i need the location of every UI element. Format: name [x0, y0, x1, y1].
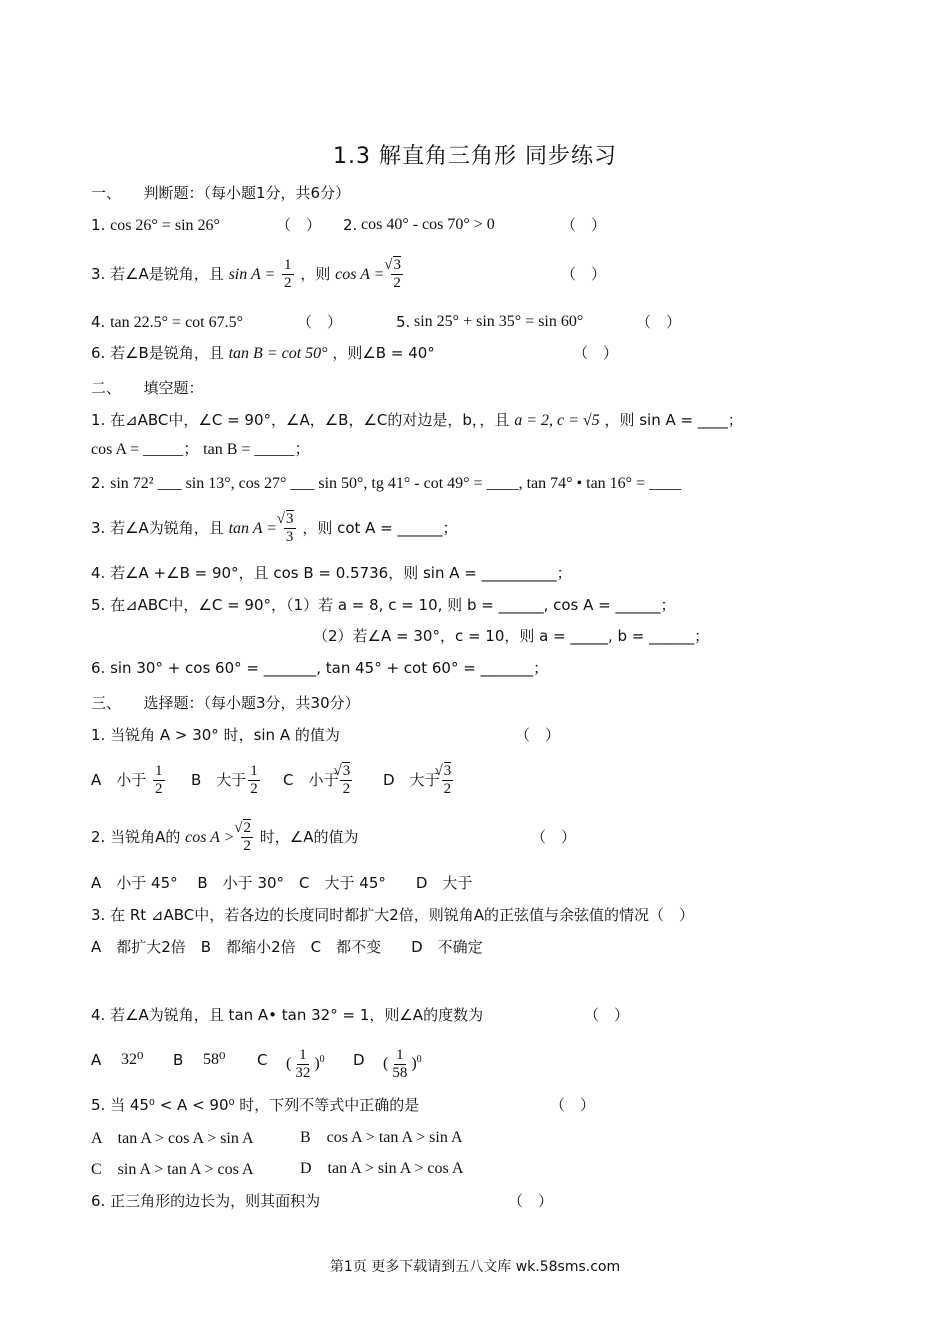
- choice-q5-opt-b: B cos A > tan A > sin A: [300, 1129, 463, 1146]
- fill-q5-row-b: （2）若∠A = 30°，c = 10，则 a = _____, b = ______；: [313, 627, 710, 645]
- judge-q3-cosA: cos A =: [335, 266, 385, 283]
- choice-q2-cosA: cos A >: [185, 829, 235, 846]
- judge-q3-frac-half: $\frac{1}{2}$: [284, 257, 292, 291]
- choice-q4-paren: （ ）: [584, 1006, 630, 1024]
- choice-q4-options: [91, 1038, 890, 1082]
- judge-q3-sinA: sin A =: [228, 266, 276, 283]
- fill-q2-row: [91, 472, 890, 495]
- fill-q3-post: ，则 cot A = ______；: [302, 519, 458, 537]
- judge-q3-row: [91, 254, 890, 294]
- choice-q1-opt-a-frac: $\frac{1}{2}$: [155, 763, 163, 797]
- choice-q2-paren: （ ）: [531, 828, 577, 846]
- judge-q5-expr: sin 25° + sin 35° = sin 60°: [414, 313, 584, 330]
- judge-q3-pre: 3. 若∠A是锐角，且: [91, 265, 224, 283]
- judge-q1-paren: （ ）: [276, 216, 322, 234]
- choice-q5-paren: （ ）: [550, 1096, 596, 1114]
- fill-q6-row: 6. sin 30° + cos 60° = _______, tan 45° + cot 60° = _______；: [91, 659, 549, 677]
- judge-q1-row: [91, 214, 890, 237]
- judge-q1-expr: cos 26° = sin 26°: [110, 217, 220, 234]
- section-heading-fill: 二、 填空题：: [91, 379, 204, 397]
- choice-q1-options: [91, 758, 890, 802]
- choice-q2-frac: √ $\frac{2}{2}$: [241, 820, 253, 855]
- judge-q1-label: 1.: [91, 216, 106, 234]
- judge-q2-label: 2.: [343, 216, 358, 234]
- judge-q4-expr: tan 22.5° = cot 67.5°: [110, 314, 244, 331]
- choice-q1-opt-c: C 小于 √ $\frac{3}{2}$: [283, 758, 354, 802]
- fill-q1-then: ，则 sin A = ____；: [604, 411, 743, 429]
- judge-q6-row: [91, 342, 890, 365]
- choice-q4-row: [91, 1004, 890, 1026]
- choice-q5-opt-c: C sin A > tan A > cos A: [91, 1161, 254, 1178]
- choice-q4-opt-c-value: ( $\frac{1}{32}$ )$^0$: [286, 1046, 325, 1081]
- choice-q1-row: [91, 724, 890, 746]
- choice-q4-opt-a-label: A: [91, 1051, 102, 1069]
- page-footer: 第1页 更多下载请到五八文库 wk.58sms.com: [329, 1259, 621, 1275]
- fill-q3-tanA: tan A =: [228, 520, 278, 537]
- choice-q1-opt-a: A 小于: [91, 771, 147, 789]
- fill-q2-label: 2.: [91, 474, 106, 492]
- choice-q4-opt-d-value: ( $\frac{1}{58}$ )$^0$: [383, 1046, 422, 1081]
- judge-q6-pre: 6. 若∠B是锐角，且: [91, 344, 224, 362]
- choice-q4-opt-d-label: D: [353, 1051, 365, 1069]
- judge-q2-expr: cos 40° - cos 70° > 0: [361, 216, 495, 233]
- choice-q3-row: 3. 在 Rt ⊿ABC中，若各边的长度同时都扩大2倍，则锐角A的正弦值与余弦值的情况（ ）: [91, 906, 695, 924]
- section-heading-choice: 三、 选择题：（每小题3分，共30分）: [91, 694, 360, 712]
- judge-q6-expr: tan B = cot 50°: [228, 345, 328, 362]
- choice-q4-opt-c-label: C: [257, 1051, 268, 1069]
- judge-q3-mid: ，则: [300, 265, 331, 283]
- judge-q4-row: [91, 311, 890, 334]
- fill-q3-frac: √ $\frac{3}{3}$: [284, 511, 296, 546]
- judge-q4-paren: （ ）: [297, 313, 343, 331]
- choice-q4-opt-a-value: 32⁰: [121, 1051, 144, 1068]
- choice-q4-opt-b-label: B: [173, 1051, 184, 1069]
- judge-q4-label: 4.: [91, 313, 106, 331]
- choice-q1-paren: （ ）: [515, 726, 561, 744]
- choice-q5-opt-a: A tan A > cos A > sin A: [91, 1130, 254, 1147]
- choice-q4-opt-b-value: 58⁰: [203, 1051, 226, 1068]
- choice-q2-options: A 小于 45° B 小于 30° C 大于 45° D 大于: [91, 874, 473, 892]
- fill-q1-row: [91, 409, 890, 432]
- fill-q3-row: [91, 508, 890, 548]
- judge-q5-label: 5.: [396, 313, 411, 331]
- choice-q6-text: 6. 正三角形的边长为，则其面积为: [91, 1192, 321, 1210]
- fill-q1-line2: cos A = _____； tan B = _____；: [91, 441, 311, 458]
- fill-q1-text: 1. 在⊿ABC中，∠C = 90°，∠A，∠B，∠C的对边是，b，，且: [91, 411, 510, 429]
- choice-q6-paren: （ ）: [508, 1192, 554, 1210]
- choice-q5-options-row2: [91, 1158, 890, 1181]
- judge-q3-frac-root3: √ $\frac{3}{2}$: [391, 257, 403, 292]
- judge-q6-post: ，则∠B = 40°: [332, 344, 435, 362]
- choice-q1-opt-b: B 大于 $\frac{1}{2}$: [191, 763, 258, 797]
- fill-q4-row: 4. 若∠A +∠B = 90°，且 cos B = 0.5736，则 sin A = __________；: [91, 564, 572, 582]
- choice-q5-row: [91, 1094, 890, 1116]
- fill-q5-row-a: 5. 在⊿ABC中，∠C = 90°，（1）若 a = 8, c = 10, 则 b = ______, cos A = ______；: [91, 596, 676, 614]
- choice-q5-opt-d: D tan A > sin A > cos A: [300, 1160, 464, 1177]
- section-heading-judge: 一、 判断题：（每小题1分，共6分）: [91, 184, 351, 202]
- page-title: 1.3 解直角三角形 同步练习: [333, 144, 617, 169]
- choice-q4-text: 4. 若∠A为锐角，且 tan A• tan 32° = 1，则∠A的度数为: [91, 1006, 484, 1024]
- fill-q1-cond: a = 2, c = √5: [514, 412, 600, 429]
- judge-q3-paren: （ ）: [561, 265, 607, 283]
- choice-q2-pre: 2. 当锐角A的: [91, 828, 181, 846]
- choice-q1-text: 1. 当锐角 A > 30° 时，sin A 的值为: [91, 726, 340, 744]
- judge-q6-paren: （ ）: [573, 344, 619, 362]
- choice-q1-opt-d: D 大于 √ $\frac{3}{2}$: [383, 758, 455, 802]
- choice-q6-row: [91, 1190, 890, 1212]
- choice-q5-options-row1: [91, 1127, 890, 1150]
- fill-q2-expr: sin 72² ___ sin 13°, cos 27° ___ sin 50°, tg 41° - cot 49° = ____, tan 74° • tan 16° = ____: [110, 475, 682, 492]
- judge-q5-paren: （ ）: [636, 313, 682, 331]
- choice-q2-post: 时，∠A的值为: [259, 828, 359, 846]
- choice-q5-text: 5. 当 45⁰ < A < 90⁰ 时，下列不等式中正确的是: [91, 1096, 420, 1114]
- choice-q3-options: A 都扩大2倍 B 都缩小2倍 C 都不变 D 不确定: [91, 938, 483, 956]
- fill-q3-pre: 3. 若∠A为锐角，且: [91, 519, 224, 537]
- choice-q2-row: [91, 815, 890, 859]
- judge-q2-paren: （ ）: [561, 216, 607, 234]
